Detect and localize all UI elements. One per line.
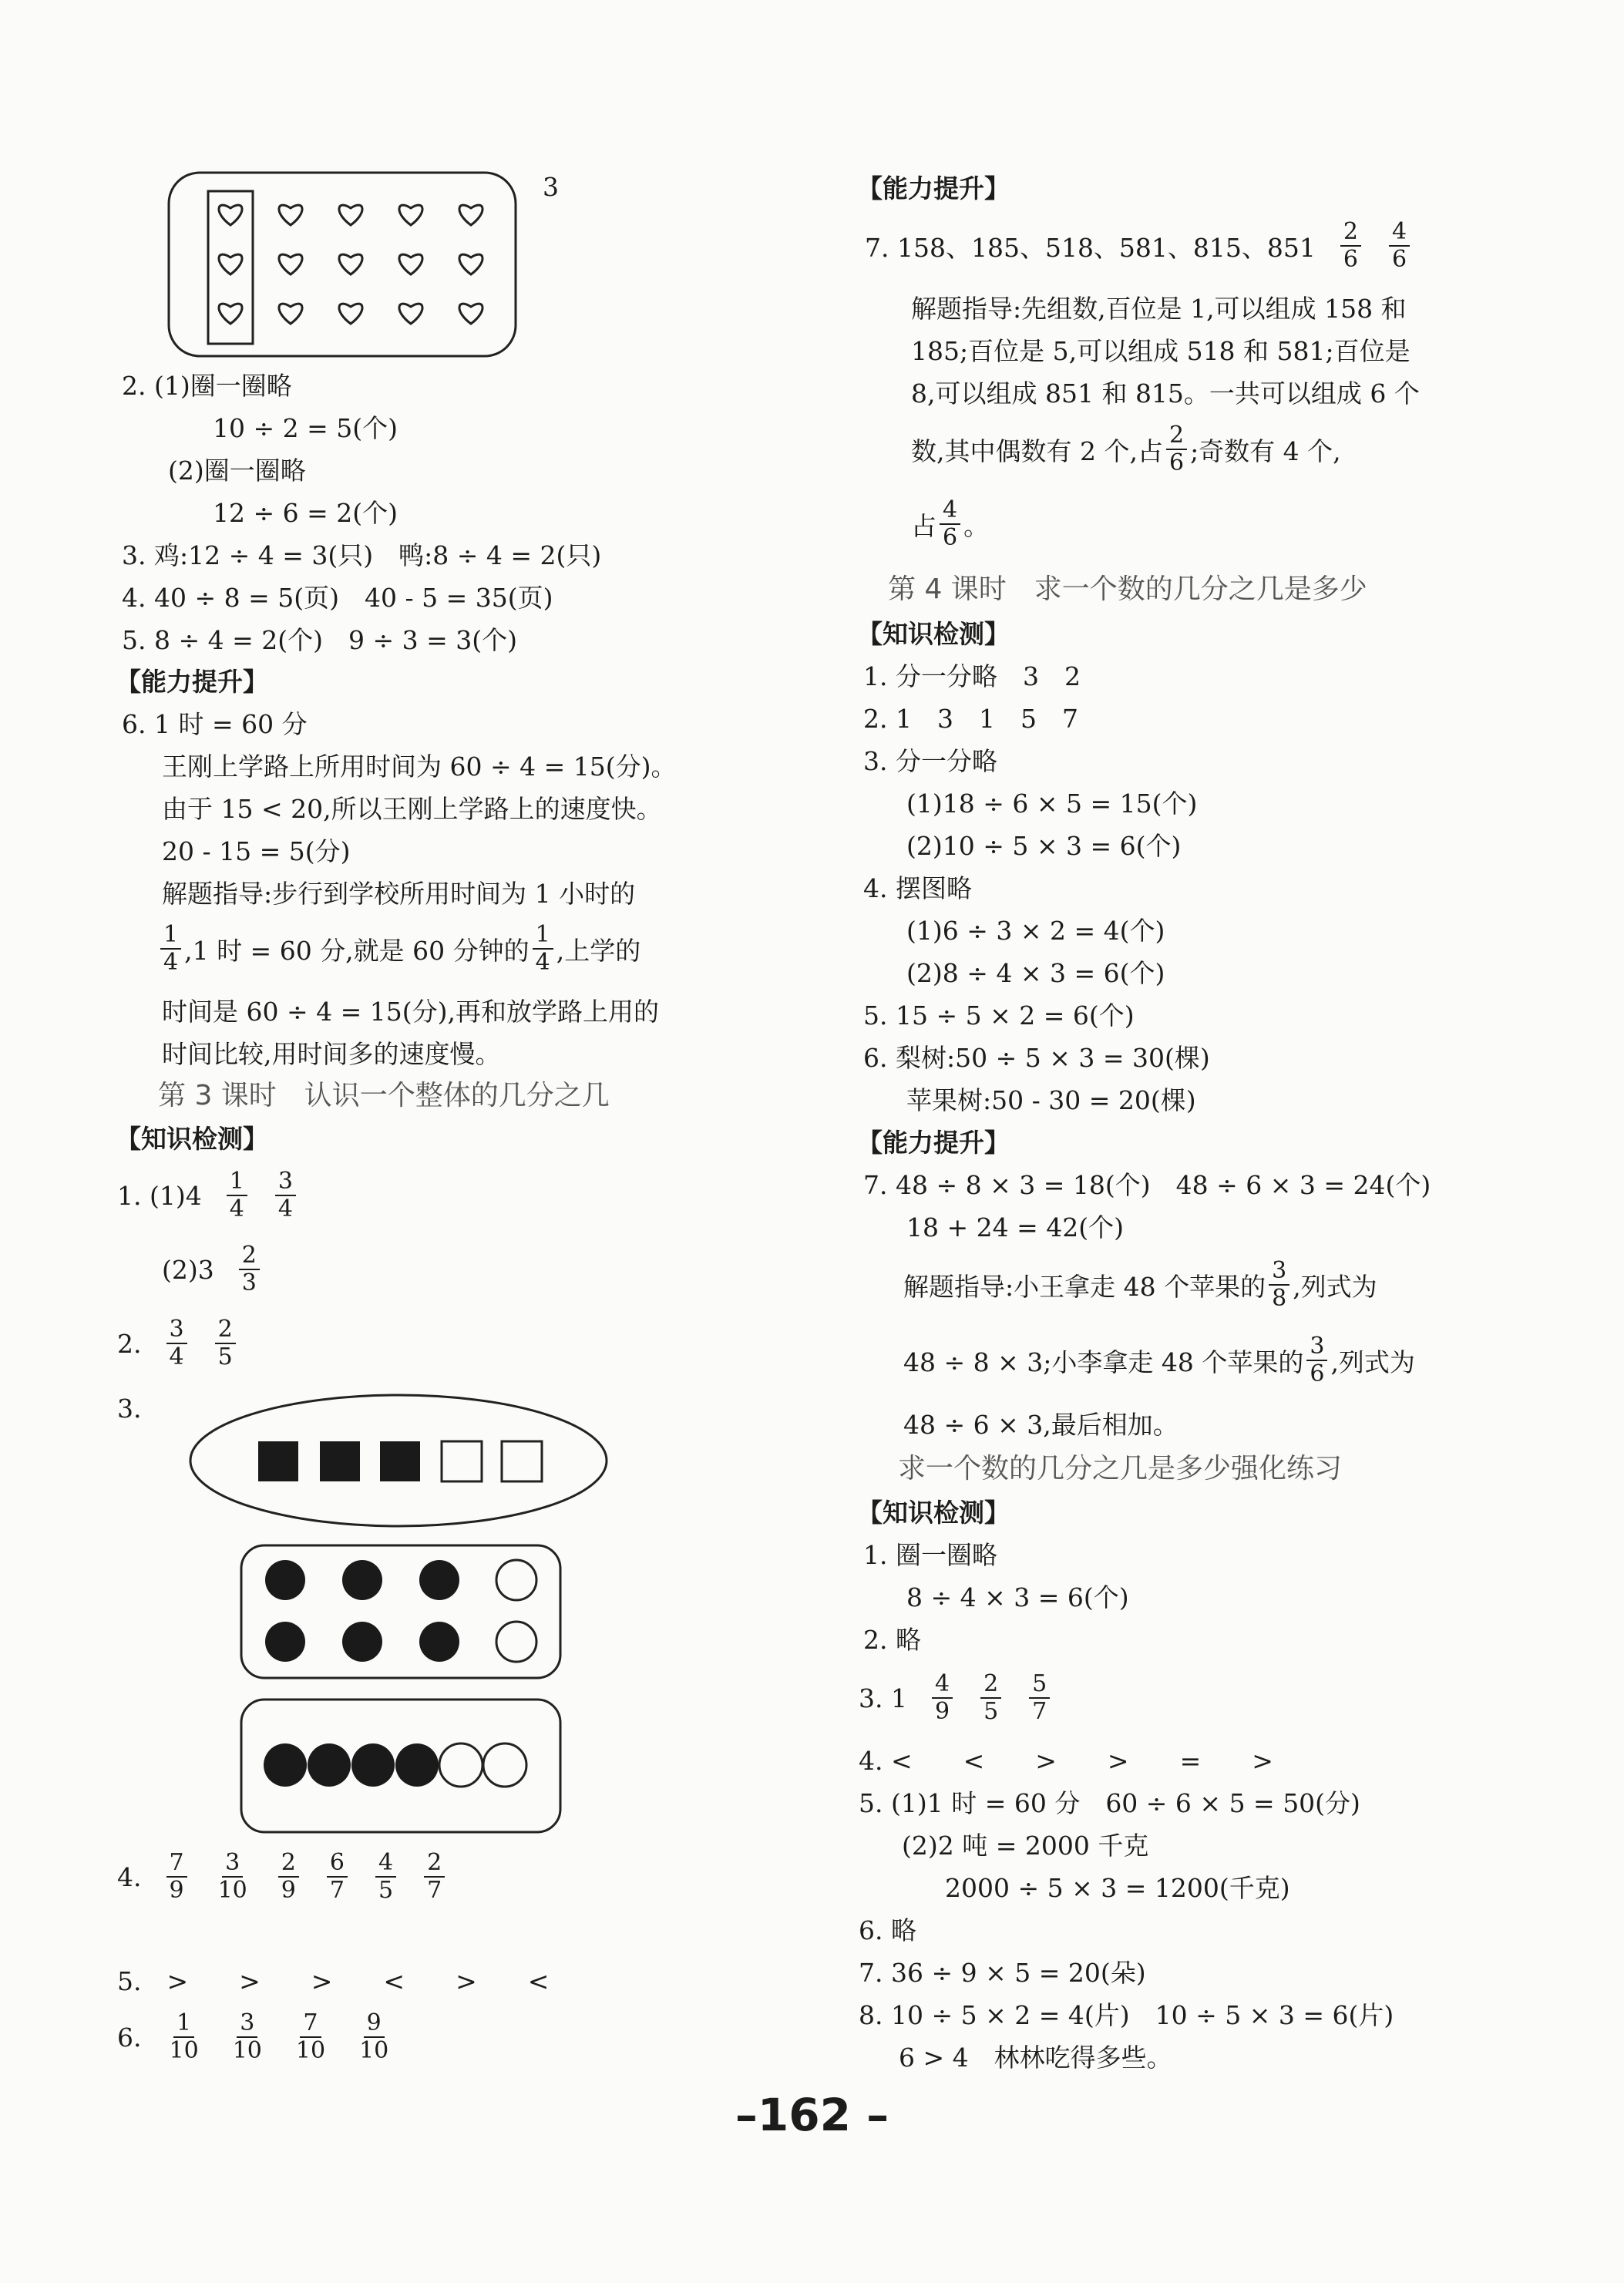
frac-den: 6 xyxy=(1168,449,1185,476)
l4-line10: 6. 梨树:50 ÷ 5 × 3 = 30(棵) xyxy=(863,1043,1210,1073)
p-q3 xyxy=(859,1671,1064,1725)
l4-line7: (1)6 ÷ 3 × 2 = 4(个) xyxy=(906,916,1165,946)
heart-icon xyxy=(339,254,362,274)
q6-line6: 时间是 60 ÷ 4 = 15(分),再和放学路上用的 xyxy=(162,997,659,1027)
r-q7-frac-text-b: ;奇数有 4 个, xyxy=(1190,435,1341,466)
l3-q1b-label: (2)3 xyxy=(162,1254,214,1285)
l4-q7-guide2 xyxy=(903,1333,1415,1387)
l4-q7-line1: 7. 48 ÷ 8 × 3 = 18(个) 48 ÷ 6 × 3 = 24(个) xyxy=(863,1170,1431,1200)
practice-title: 求一个数的几分之几是多少强化练习 xyxy=(898,1453,1343,1484)
section-ability-left: 【能力提升】 xyxy=(116,667,268,697)
frac-num: 1 xyxy=(533,922,553,950)
section-ability-right2: 【能力提升】 xyxy=(857,1128,1010,1158)
q3-line: 3. 鸡:12 ÷ 4 = 3(只) 鸭:8 ÷ 4 = 2(只) xyxy=(122,540,602,570)
frac-num: 1 xyxy=(160,922,181,950)
p-q8-2: 6 > 4 林林吃得多些。 xyxy=(899,2043,1172,2073)
frac-num: 7 xyxy=(166,1850,187,1878)
heart-icon xyxy=(339,205,362,225)
hearts-figure xyxy=(166,170,520,362)
section-knowledge-right: 【知识检测】 xyxy=(857,619,1010,649)
heart-icon xyxy=(279,254,302,274)
frac-den: 10 xyxy=(232,2037,262,2064)
q4-line: 4. 40 ÷ 8 = 5(页) 40 - 5 = 35(页) xyxy=(122,583,553,613)
frac-den: 3 xyxy=(241,1269,257,1296)
frac-num: 3 xyxy=(237,2010,257,2038)
l4-q7-guide2-b: ,列式为 xyxy=(1330,1347,1415,1377)
r-q7-guide1: 解题指导:先组数,百位是 1,可以组成 158 和 xyxy=(911,294,1407,324)
frac-den: 10 xyxy=(295,2037,326,2064)
frac-den: 6 xyxy=(1343,246,1358,273)
heart-icon xyxy=(399,304,422,324)
l3-q2-label: 2. xyxy=(117,1328,142,1359)
l3-q4-label: 4. xyxy=(117,1861,142,1892)
section-ability-right: 【能力提升】 xyxy=(857,173,1010,203)
frac-den: 4 xyxy=(169,1343,184,1370)
q2-line3: (2)圈一圈略 xyxy=(168,456,306,486)
p-q5-3: 2000 ÷ 5 × 3 = 1200(千克) xyxy=(945,1873,1290,1903)
heart-icon xyxy=(279,304,302,324)
section-knowledge-left: 【知识检测】 xyxy=(116,1124,268,1154)
shapes-figure xyxy=(189,1391,620,1838)
frac-num: 2 xyxy=(424,1850,445,1878)
frac-den: 6 xyxy=(1310,1360,1325,1387)
frac-num: 4 xyxy=(940,497,960,525)
frac-den: 10 xyxy=(217,1877,247,1904)
frac-den: 4 xyxy=(229,1195,244,1222)
frac-num: 4 xyxy=(1389,219,1410,247)
l4-q7-guide2-a: 48 ÷ 8 × 3;小李拿走 48 个苹果的 xyxy=(903,1347,1304,1377)
q5-line: 5. 8 ÷ 4 = 2(个) 9 ÷ 3 = 3(个) xyxy=(122,625,517,655)
q6-line7: 时间比较,用时间多的速度慢。 xyxy=(162,1039,501,1069)
frac-num: 2 xyxy=(278,1850,299,1878)
q6-line3: 由于 15 < 20,所以王刚上学路上的速度快。 xyxy=(162,794,662,824)
q6-line1: 6. 1 时 = 60 分 xyxy=(122,709,308,739)
frac-num: 2 xyxy=(980,1671,1001,1699)
l4-line4: (1)18 ÷ 6 × 5 = 15(个) xyxy=(906,788,1198,819)
l4-line2: 2. 1 3 1 5 7 xyxy=(863,704,1078,734)
frac-num: 2 xyxy=(215,1316,236,1344)
lesson4-title: 第 4 课时 求一个数的几分之几是多少 xyxy=(888,573,1367,605)
p-q8-1: 8. 10 ÷ 5 × 2 = 4(片) 10 ÷ 5 × 3 = 6(片) xyxy=(859,2000,1394,2030)
frac-num: 3 xyxy=(222,1850,243,1878)
frac-num: 3 xyxy=(1306,1333,1327,1361)
q6-line5: 解题指导:步行到学校所用时间为 1 小时的 xyxy=(162,879,636,909)
frac-den: 6 xyxy=(943,524,958,551)
l3-q2 xyxy=(117,1316,250,1370)
frac-num: 9 xyxy=(364,2010,385,2038)
frac-den: 4 xyxy=(535,949,550,976)
heart-icon xyxy=(459,205,482,225)
r-q7-last xyxy=(911,497,989,551)
frac-den: 5 xyxy=(983,1698,999,1725)
frac-num: 3 xyxy=(166,1316,187,1344)
heart-icon xyxy=(219,304,242,324)
page-number: –162 – xyxy=(735,2089,889,2141)
frac-den: 5 xyxy=(378,1877,394,1904)
l4-line9: 5. 15 ÷ 5 × 2 = 6(个) xyxy=(863,1000,1135,1031)
l4-line5: (2)10 ÷ 5 × 3 = 6(个) xyxy=(906,831,1182,861)
l4-q7-line2: 18 + 24 = 42(个) xyxy=(906,1212,1124,1242)
frac-num: 4 xyxy=(932,1671,953,1699)
frac-den: 7 xyxy=(427,1877,442,1904)
r-q7-frac-text-a: 数,其中偶数有 2 个,占 xyxy=(911,435,1163,466)
frac-num: 6 xyxy=(327,1850,348,1878)
heart-icon xyxy=(279,205,302,225)
l3-q1b xyxy=(162,1242,274,1296)
heart-icon xyxy=(339,304,362,324)
l4-line6: 4. 摆图略 xyxy=(863,873,972,903)
fig1-count: 3 xyxy=(543,172,559,202)
r-q7-frac-line xyxy=(911,422,1341,476)
q6-frac-text-a: ,1 时 = 60 分,就是 60 分钟的 xyxy=(184,935,530,966)
frac-num: 2 xyxy=(239,1242,260,1270)
frac-num: 1 xyxy=(227,1168,247,1196)
p-line3: 2. 略 xyxy=(863,1625,921,1655)
heart-icon xyxy=(399,205,422,225)
p-line1: 1. 圈一圈略 xyxy=(863,1540,997,1570)
p-line2: 8 ÷ 4 × 3 = 6(个) xyxy=(906,1582,1129,1612)
frac-den: 4 xyxy=(277,1195,293,1222)
l3-q4 xyxy=(117,1850,459,1904)
frac-num: 5 xyxy=(1029,1671,1050,1699)
q2-line2: 10 ÷ 2 = 5(个) xyxy=(213,413,398,443)
heart-icon xyxy=(399,254,422,274)
l4-line11: 苹果树:50 - 30 = 20(棵) xyxy=(906,1085,1196,1115)
l3-q1a-label: 1. (1)4 xyxy=(117,1180,202,1211)
r-q7-guide3: 8,可以组成 851 和 815。一共可以组成 6 个 xyxy=(911,378,1420,409)
q6-line2: 王刚上学路上所用时间为 60 ÷ 4 = 15(分)。 xyxy=(162,751,677,782)
r-q7-guide2: 185;百位是 5,可以组成 518 和 581;百位是 xyxy=(911,336,1410,366)
r-q7 xyxy=(865,219,1424,273)
frac-num: 3 xyxy=(275,1168,296,1196)
p-q5-1: 5. (1)1 时 = 60 分 60 ÷ 6 × 5 = 50(分) xyxy=(859,1788,1360,1818)
p-q3-label: 3. 1 xyxy=(859,1683,907,1713)
frac-den: 9 xyxy=(934,1698,950,1725)
frac-den: 7 xyxy=(1032,1698,1047,1725)
p-q6: 6. 略 xyxy=(859,1915,916,1945)
l4-q7-guide1-b: ,列式为 xyxy=(1293,1271,1377,1302)
lesson3-title: 第 3 课时 认识一个整体的几分之几 xyxy=(158,1080,610,1111)
q2-line1: 2. (1)圈一圈略 xyxy=(122,371,292,401)
l4-q7-guide1-a: 解题指导:小王拿走 48 个苹果的 xyxy=(903,1271,1266,1302)
l3-q6 xyxy=(117,2010,405,2064)
heart-icon xyxy=(459,254,482,274)
l3-q1a xyxy=(117,1168,310,1222)
frac-num: 1 xyxy=(173,2010,194,2038)
l4-q7-guide1 xyxy=(903,1258,1377,1312)
section-knowledge-right2: 【知识检测】 xyxy=(857,1498,1010,1528)
p-q7: 7. 36 ÷ 9 × 5 = 20(朵) xyxy=(859,1958,1146,1988)
frac-den: 10 xyxy=(169,2037,199,2064)
frac-den: 10 xyxy=(359,2037,389,2064)
frac-num: 2 xyxy=(1166,422,1187,450)
l4-line1: 1. 分一分略 3 2 xyxy=(863,661,1081,691)
l3-q5: 5. > > > < > < xyxy=(117,1966,550,1996)
frac-den: 5 xyxy=(217,1343,233,1370)
heart-icon xyxy=(219,254,242,274)
q6-line4: 20 - 15 = 5(分) xyxy=(162,836,351,866)
l3-q3-label: 3. xyxy=(117,1394,142,1424)
heart-icon xyxy=(459,304,482,324)
frac-num: 2 xyxy=(1340,219,1361,247)
q6-frac-text-b: ,上学的 xyxy=(556,935,641,966)
l4-line8: (2)8 ÷ 4 × 3 = 6(个) xyxy=(906,958,1165,988)
p-q4: 4. < < > > = > xyxy=(859,1746,1273,1776)
r-q7-label: 7. 158、185、518、581、815、851 xyxy=(865,232,1316,263)
frac-num: 4 xyxy=(375,1850,396,1878)
q6-frac-line xyxy=(157,922,641,976)
frac-num: 7 xyxy=(300,2010,321,2038)
heart-icon xyxy=(219,205,242,225)
frac-den: 9 xyxy=(169,1877,184,1904)
r-q7-last-text: 占 xyxy=(911,510,936,541)
frac-den: 9 xyxy=(281,1877,296,1904)
r-q7-last-end: 。 xyxy=(963,510,990,541)
frac-den: 8 xyxy=(1272,1285,1287,1312)
l3-q6-label: 6. xyxy=(117,2022,142,2053)
p-q5-2: (2)2 吨 = 2000 千克 xyxy=(902,1831,1149,1861)
frac-den: 7 xyxy=(329,1877,345,1904)
l4-q7-guide3: 48 ÷ 6 × 3,最后相加。 xyxy=(903,1410,1178,1440)
frac-den: 6 xyxy=(1392,246,1407,273)
frac-den: 4 xyxy=(163,949,179,976)
l4-line3: 3. 分一分略 xyxy=(863,746,997,776)
frac-num: 3 xyxy=(1269,1258,1289,1286)
q2-line4: 12 ÷ 6 = 2(个) xyxy=(213,498,398,528)
